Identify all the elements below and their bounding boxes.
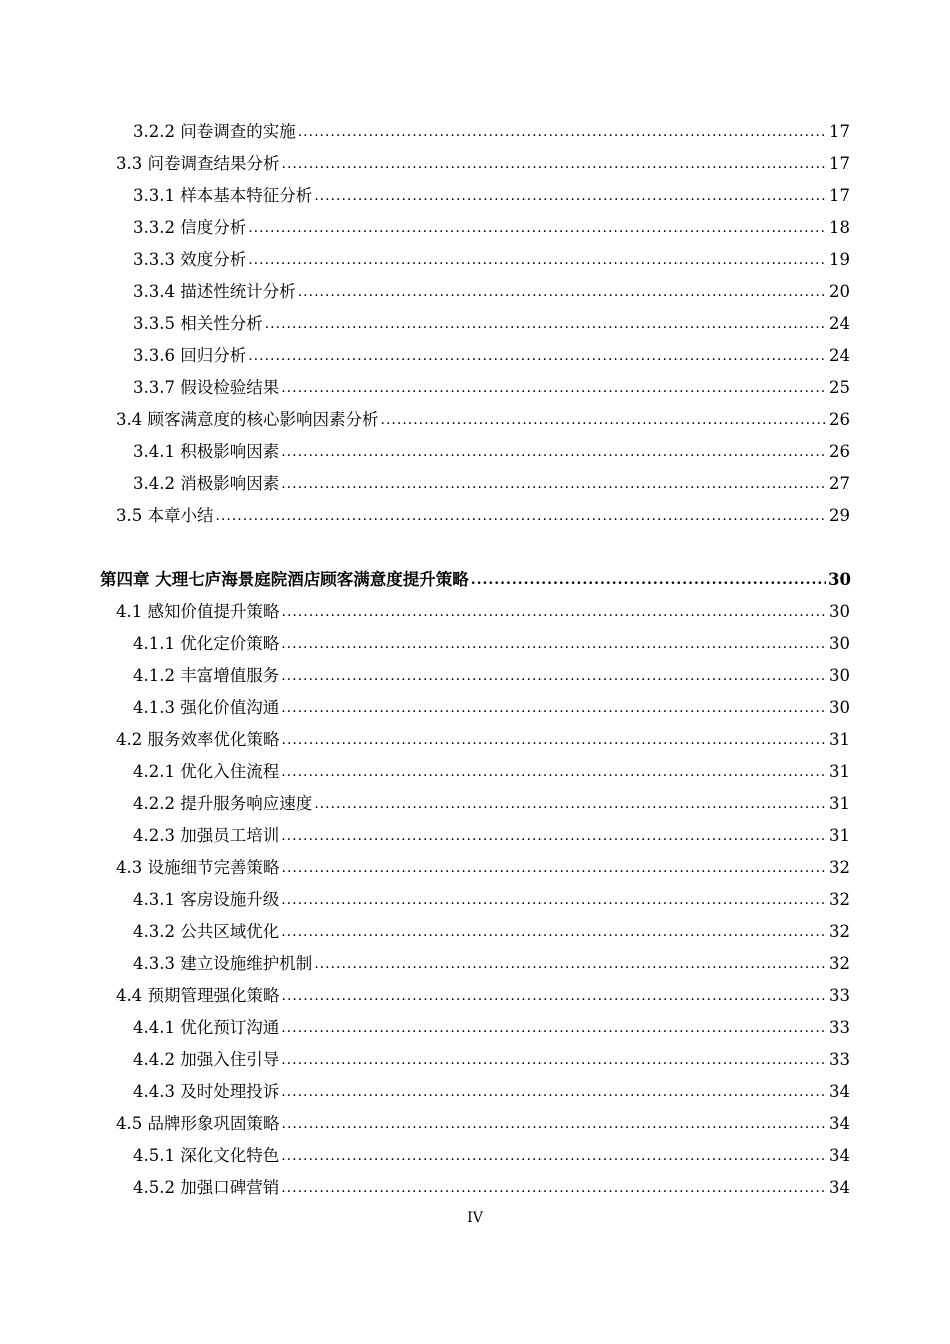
toc-entry[interactable] xyxy=(0,852,950,884)
toc-entry-page: 31 xyxy=(829,730,850,749)
toc-entry-title: 4.5.2 加强口碑营销 xyxy=(133,1178,280,1197)
toc-dot-leader xyxy=(298,116,826,148)
toc-entry[interactable] xyxy=(0,116,950,148)
toc-entry[interactable] xyxy=(0,340,950,372)
toc-entry-title: 3.4 顾客满意度的核心影响因素分析 xyxy=(116,410,379,429)
toc-dot-leader xyxy=(281,1044,826,1076)
toc-entry-title: 4.2.1 优化入住流程 xyxy=(133,762,280,781)
toc-entry-page: 30 xyxy=(829,666,850,685)
toc-entry-title: 4.3.1 客房设施升级 xyxy=(133,890,280,909)
toc-entry[interactable] xyxy=(0,1012,950,1044)
toc-entry-page: 33 xyxy=(829,986,850,1005)
toc-entry-page: 27 xyxy=(829,474,850,493)
toc-entry-page: 31 xyxy=(829,762,850,781)
toc-dot-leader xyxy=(248,340,826,372)
toc-entry-title: 3.2.2 问卷调查的实施 xyxy=(133,122,296,141)
toc-entry[interactable] xyxy=(0,148,950,180)
toc-dot-leader xyxy=(281,468,826,500)
toc-entry-title: 4.4 预期管理强化策略 xyxy=(116,986,280,1005)
toc-entry-title: 4.2.2 提升服务响应速度 xyxy=(133,794,313,813)
toc-entry-page: 30 xyxy=(829,634,850,653)
toc-entry[interactable] xyxy=(0,244,950,276)
toc-entry-page: 32 xyxy=(829,858,850,877)
toc-dot-leader xyxy=(471,564,826,596)
toc-dot-leader xyxy=(298,276,826,308)
toc-entry[interactable] xyxy=(0,468,950,500)
toc-entry-title: 3.3.3 效度分析 xyxy=(133,250,247,269)
toc-dot-leader xyxy=(281,756,826,788)
toc-entry-title: 4.2.3 加强员工培训 xyxy=(133,826,280,845)
toc-dot-leader xyxy=(282,724,827,756)
toc-entry-page: 32 xyxy=(829,890,850,909)
toc-dot-leader xyxy=(281,1012,826,1044)
toc-entry[interactable] xyxy=(0,724,950,756)
toc-entry-title: 4.4.2 加强入住引导 xyxy=(133,1050,280,1069)
toc-entry[interactable] xyxy=(0,500,950,532)
toc-entry-page: 30 xyxy=(828,570,851,589)
toc-entry[interactable] xyxy=(0,788,950,820)
toc-entry-title: 3.5 本章小结 xyxy=(116,506,214,525)
toc-entry-title: 4.3.2 公共区域优化 xyxy=(133,922,280,941)
toc-dot-leader xyxy=(265,308,826,340)
toc-dot-leader xyxy=(282,980,827,1012)
toc-entry-page: 32 xyxy=(829,922,850,941)
toc-entry[interactable] xyxy=(0,756,950,788)
toc-dot-leader xyxy=(281,660,826,692)
toc-entry-title: 4.5 品牌形象巩固策略 xyxy=(116,1114,280,1133)
toc-entry-page: 31 xyxy=(829,794,850,813)
toc-entry[interactable] xyxy=(0,1172,950,1204)
toc-entry[interactable] xyxy=(0,1076,950,1108)
toc-entry-title: 3.3.1 样本基本特征分析 xyxy=(133,186,313,205)
toc-entry-title: 3.4.2 消极影响因素 xyxy=(133,474,280,493)
toc-entry-title: 4.4.3 及时处理投诉 xyxy=(133,1082,280,1101)
table-of-contents xyxy=(0,116,950,1204)
toc-entry[interactable] xyxy=(0,564,950,596)
toc-entry-title: 3.3.6 回归分析 xyxy=(133,346,247,365)
toc-entry-page: 33 xyxy=(829,1050,850,1069)
toc-entry[interactable] xyxy=(0,436,950,468)
toc-entry-page: 19 xyxy=(829,250,850,269)
toc-entry-page: 33 xyxy=(829,1018,850,1037)
toc-dot-leader xyxy=(314,180,826,212)
toc-entry-title: 3.3.4 描述性统计分析 xyxy=(133,282,296,301)
toc-dot-leader xyxy=(281,692,826,724)
toc-entry-page: 29 xyxy=(829,506,850,525)
toc-dot-leader xyxy=(314,788,826,820)
toc-entry-title: 3.3 问卷调查结果分析 xyxy=(116,154,280,173)
toc-entry-title: 4.1 感知价值提升策略 xyxy=(116,602,280,621)
toc-entry[interactable] xyxy=(0,212,950,244)
toc-dot-leader xyxy=(281,884,826,916)
toc-entry[interactable] xyxy=(0,308,950,340)
toc-entry-page: 34 xyxy=(829,1178,850,1197)
toc-entry-page: 25 xyxy=(829,378,850,397)
toc-entry[interactable] xyxy=(0,1108,950,1140)
toc-dot-leader xyxy=(314,948,826,980)
toc-entry[interactable] xyxy=(0,884,950,916)
toc-dot-leader xyxy=(281,372,826,404)
toc-entry[interactable] xyxy=(0,980,950,1012)
toc-entry-title: 4.3 设施细节完善策略 xyxy=(116,858,280,877)
toc-entry-page: 30 xyxy=(829,602,850,621)
toc-entry[interactable] xyxy=(0,692,950,724)
toc-dot-leader xyxy=(381,404,827,436)
toc-dot-leader xyxy=(216,500,827,532)
toc-entry-page: 32 xyxy=(829,954,850,973)
toc-entry[interactable] xyxy=(0,1140,950,1172)
toc-entry-page: 34 xyxy=(829,1082,850,1101)
toc-entry[interactable] xyxy=(0,372,950,404)
toc-dot-leader xyxy=(281,1140,826,1172)
toc-entry-title: 3.3.2 信度分析 xyxy=(133,218,247,237)
toc-entry[interactable] xyxy=(0,628,950,660)
toc-entry-page: 30 xyxy=(829,698,850,717)
toc-entry-title: 4.4.1 优化预订沟通 xyxy=(133,1018,280,1037)
toc-entry-page: 17 xyxy=(829,186,850,205)
toc-entry[interactable] xyxy=(0,596,950,628)
toc-entry-title: 3.3.5 相关性分析 xyxy=(133,314,263,333)
toc-dot-leader xyxy=(282,596,827,628)
toc-entry-page: 24 xyxy=(829,346,850,365)
toc-entry-title: 第四章 大理七庐海景庭院酒店顾客满意度提升策略 xyxy=(100,570,469,589)
toc-entry[interactable] xyxy=(0,660,950,692)
toc-entry[interactable] xyxy=(0,276,950,308)
toc-entry-title: 4.2 服务效率优化策略 xyxy=(116,730,280,749)
toc-dot-leader xyxy=(281,1076,826,1108)
toc-dot-leader xyxy=(282,852,827,884)
toc-entry-page: 26 xyxy=(829,442,850,461)
toc-dot-leader xyxy=(282,1108,827,1140)
toc-dot-leader xyxy=(282,148,827,180)
toc-entry-page: 34 xyxy=(829,1146,850,1165)
toc-entry-page: 17 xyxy=(829,122,850,141)
toc-dot-leader xyxy=(248,244,826,276)
toc-entry[interactable] xyxy=(0,820,950,852)
toc-dot-leader xyxy=(281,1172,826,1204)
toc-dot-leader xyxy=(281,436,826,468)
toc-entry[interactable] xyxy=(0,948,950,980)
toc-entry-title: 4.1.3 强化价值沟通 xyxy=(133,698,280,717)
toc-entry[interactable] xyxy=(0,180,950,212)
toc-entry-page: 34 xyxy=(829,1114,850,1133)
toc-entry-title: 3.4.1 积极影响因素 xyxy=(133,442,280,461)
toc-entry-page: 31 xyxy=(829,826,850,845)
toc-entry[interactable] xyxy=(0,1044,950,1076)
toc-dot-leader xyxy=(281,820,826,852)
toc-entry[interactable] xyxy=(0,404,950,436)
toc-dot-leader xyxy=(248,212,826,244)
toc-dot-leader xyxy=(281,916,826,948)
toc-entry-title: 4.1.2 丰富增值服务 xyxy=(133,666,280,685)
toc-entry-page: 17 xyxy=(829,154,850,173)
toc-entry-page: 18 xyxy=(829,218,850,237)
toc-entry-title: 3.3.7 假设检验结果 xyxy=(133,378,280,397)
toc-entry-page: 20 xyxy=(829,282,850,301)
page-number: IV xyxy=(467,1210,483,1226)
toc-dot-leader xyxy=(281,628,826,660)
toc-entry-title: 4.5.1 深化文化特色 xyxy=(133,1146,280,1165)
toc-entry-page: 26 xyxy=(829,410,850,429)
toc-entry-page: 24 xyxy=(829,314,850,333)
toc-entry-title: 4.3.3 建立设施维护机制 xyxy=(133,954,313,973)
toc-entry[interactable] xyxy=(0,916,950,948)
toc-entry-title: 4.1.1 优化定价策略 xyxy=(133,634,280,653)
